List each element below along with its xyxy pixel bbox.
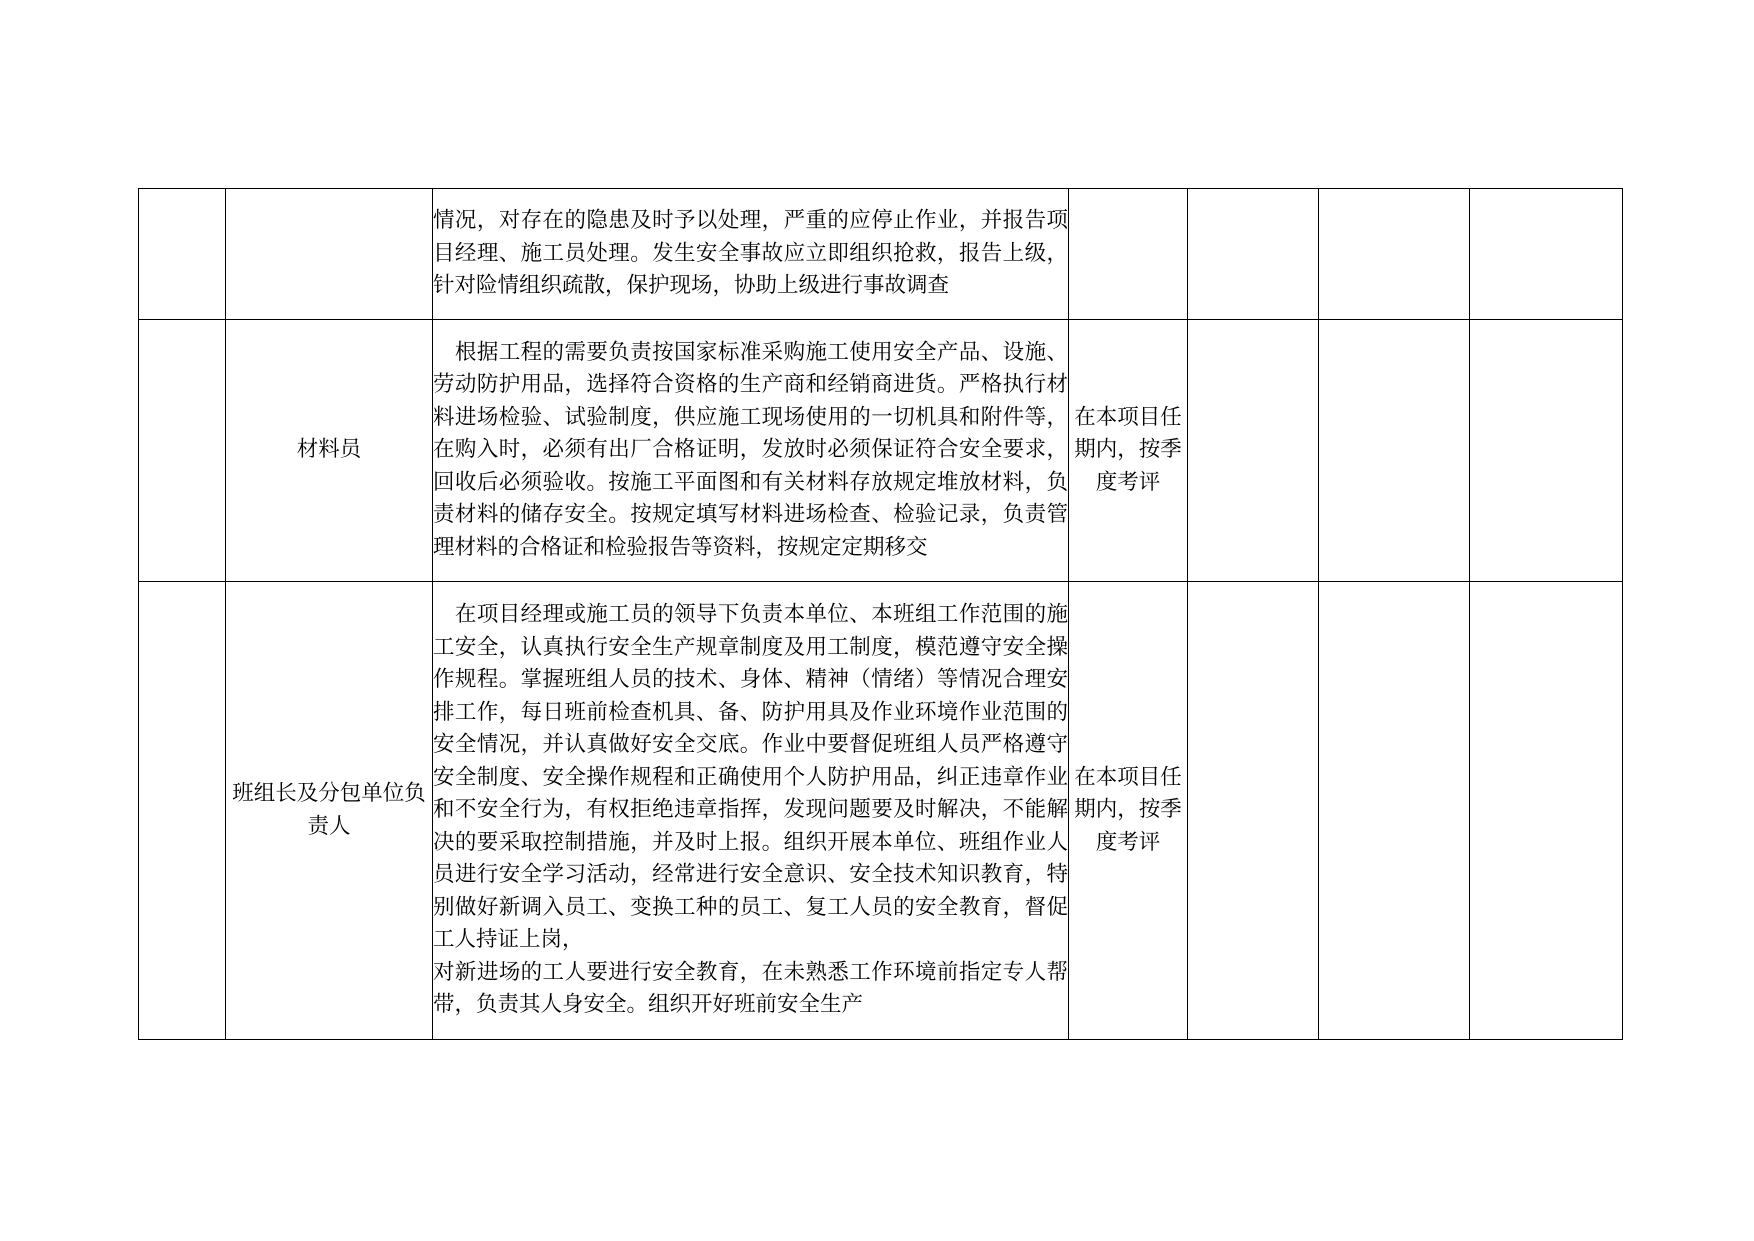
assessment-period: 在本项目任期内，按季度考评 bbox=[1074, 764, 1182, 855]
period-cell bbox=[1069, 582, 1188, 1040]
duty-cell bbox=[433, 320, 1069, 582]
blank-cell bbox=[1470, 582, 1623, 1040]
duty-description: 在项目经理或施工员的领导下负责本单位、本班组工作范围的施工安全，认真执行安全生产规章制度及用工制度，模范遵守安全操作规程。掌握班组人员的技术、身体、精神（情绪）等情况合理安排工作，每日班前检查机具、备、防护用具及作业环境作业范围的安全情况，并认真做好安全交底。作业中要督促班组人员严格遵守安全制度、安全操作规程和正确使用个人防护用品，纠正违章作业和不安全行为，有权拒绝违章指挥，发现问题要及时解决，不能解决的要采取控制措施，并及时上报。组织开展本单位、班组作业人员进行安全学习活动，经常进行安全意识、安全技术知识教育，特别做好新调入员工、变换工种的员工、复工人员的安全教育，督促工人持证上岗， 对新进场的工人要进行安全教育，在未熟悉工作环境前指定专人帮带，负责其人身安全。组织开好班前安全生产 bbox=[433, 602, 1068, 1018]
duty-description: 情况，对存在的隐患及时予以处理，严重的应停止作业，并报告项目经理、施工员处理。发生安全事故应立即组织抢救，报告上级，针对险情组织疏散，保护现场，协助上级进行事故调查 bbox=[433, 208, 1068, 299]
duty-cell bbox=[433, 582, 1069, 1040]
duty-description: 根据工程的需要负责按国家标准采购施工使用安全产品、设施、劳动防护用品，选择符合资格的生产商和经销商进货。严格执行材料进场检验、试验制度，供应施工现场使用的一切机具和附件等，在购入时，必须有出厂合格证明，发放时必须保证符合安全要求，回收后必须验收。按施工平面图和有关材料存放规定堆放材料，负责材料的储存安全。按规定填写材料进场检查、检验记录，负责管理材料的合格证和检验报告等资料，按规定定期移交 bbox=[433, 339, 1068, 560]
blank-cell bbox=[1470, 189, 1623, 320]
index-cell bbox=[139, 582, 226, 1040]
role-cell bbox=[226, 320, 433, 582]
assessment-period: 在本项目任期内，按季度考评 bbox=[1074, 404, 1182, 495]
role-cell bbox=[226, 582, 433, 1040]
period-cell bbox=[1069, 189, 1188, 320]
blank-cell bbox=[1470, 320, 1623, 582]
role-name: 班组长及分包单位负责人 bbox=[232, 781, 426, 839]
safety-duty-table bbox=[138, 188, 1623, 1040]
blank-cell bbox=[1319, 320, 1470, 582]
table-row bbox=[139, 582, 1623, 1040]
blank-cell bbox=[1188, 320, 1319, 582]
blank-cell bbox=[1188, 582, 1319, 1040]
period-cell bbox=[1069, 320, 1188, 582]
blank-cell bbox=[1188, 189, 1319, 320]
table-row bbox=[139, 189, 1623, 320]
role-name: 材料员 bbox=[296, 437, 362, 463]
table-row bbox=[139, 320, 1623, 582]
index-cell bbox=[139, 320, 226, 582]
duty-cell bbox=[433, 189, 1069, 320]
index-cell bbox=[139, 189, 226, 320]
blank-cell bbox=[1319, 189, 1470, 320]
role-cell bbox=[226, 189, 433, 320]
blank-cell bbox=[1319, 582, 1470, 1040]
